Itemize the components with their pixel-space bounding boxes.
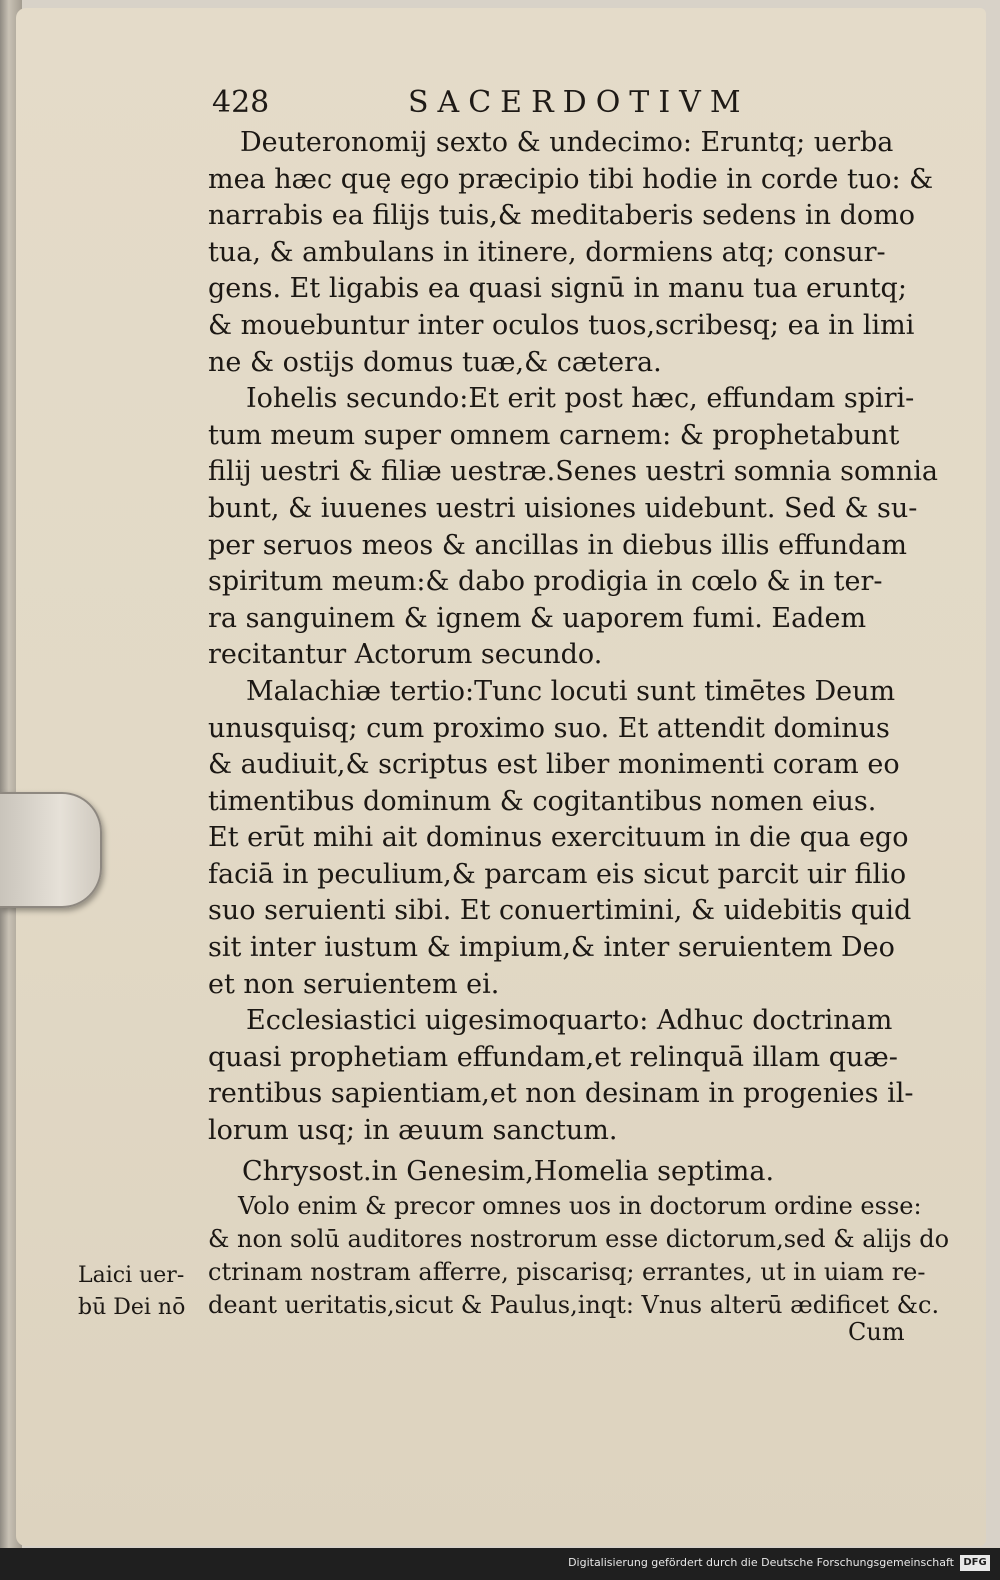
text-line: faciā in peculium,& parcam eis sicut parcit uir filio bbox=[208, 858, 907, 890]
text-line: suo seruienti sibi. Et conuertimini, & uidebitis quid bbox=[208, 895, 912, 927]
running-head: SACERDOTIVM bbox=[408, 85, 750, 120]
text-line: spiritum meum:& dabo prodigia in cœlo & in ter- bbox=[208, 566, 883, 598]
marginal-note bbox=[78, 1260, 208, 1324]
footer-credit: Digitalisierung gefördert durch die Deutsche Forschungsgemeinschaft bbox=[568, 1556, 954, 1569]
text-line: lorum usq; in æuum sanctum. bbox=[208, 1115, 618, 1147]
dfg-logo: DFG bbox=[960, 1555, 990, 1571]
text-line: Iohelis secundo:Et erit post hæc, effundam spiri- bbox=[246, 383, 915, 415]
text-line: rentibus sapientiam,et non desinam in progenies il- bbox=[208, 1078, 914, 1110]
text-line: bunt, & iuuenes uestri uisiones uidebunt. Sed & su- bbox=[208, 492, 918, 524]
text-line: Malachiæ tertio:Tunc locuti sunt timētes Deum bbox=[246, 675, 896, 707]
text-line: timentibus dominum & cogitantibus nomen eius. bbox=[208, 785, 877, 817]
quote-line: & non solū auditores nostrorum esse dictorum,sed & alijs do bbox=[208, 1225, 950, 1254]
text-line: sit inter iustum & impium,& inter seruientem Deo bbox=[208, 932, 895, 964]
text-line: mea hæc quę ego præcipio tibi hodie in corde tuo: & bbox=[208, 163, 934, 195]
quote-line: ctrinam nostram afferre, piscarisq; errantes, ut in uiam re- bbox=[208, 1258, 926, 1287]
text-line: Ecclesiastici uigesimoquarto: Adhuc doctrinam bbox=[246, 1005, 893, 1037]
page-header bbox=[208, 85, 908, 125]
text-line: ra sanguinem & ignem & uaporem fumi. Eadem bbox=[208, 602, 867, 634]
book-clasp bbox=[0, 792, 102, 908]
text-line: Et erūt mihi ait dominus exercituum in die qua ego bbox=[208, 822, 909, 854]
text-line: narrabis ea filijs tuis,& meditaberis sedens in domo bbox=[208, 200, 916, 232]
page-number: 428 bbox=[212, 85, 270, 120]
text-line: Deuteronomij sexto & undecimo: Eruntq; uerba bbox=[240, 127, 894, 158]
marginal-note-line: Laici uer- bbox=[78, 1263, 185, 1288]
text-line: unusquisq; cum proximo suo. Et attendit dominus bbox=[208, 712, 890, 744]
quote-line: deant ueritatis,sicut & Paulus,inqt: Vnus alterū ædificet &c. bbox=[208, 1291, 940, 1320]
text-line: filij uestri & filiæ uestræ.Senes uestri somnia somnia bbox=[208, 456, 938, 488]
text-line: & mouebuntur inter oculos tuos,scribesq; ea in limi bbox=[208, 309, 915, 341]
text-line: et non seruientem ei. bbox=[208, 968, 500, 1000]
text-line: & audiuit,& scriptus est liber monimenti coram eo bbox=[208, 749, 900, 781]
text-line: tua, & ambulans in itinere, dormiens atq; consur- bbox=[208, 236, 886, 268]
text-line: ne & ostijs domus tuæ,& cætera. bbox=[208, 346, 662, 378]
catchword: Cum bbox=[848, 1318, 905, 1346]
quote-line: Volo enim & precor omnes uos in doctorum ordine esse: bbox=[238, 1192, 922, 1221]
footer-bar bbox=[0, 1548, 1000, 1580]
text-line: per seruos meos & ancillas in diebus illis effundam bbox=[208, 529, 908, 561]
section-heading: Chrysost.in Genesim,Homelia septima. bbox=[242, 1155, 775, 1187]
text-line: recitantur Actorum secundo. bbox=[208, 639, 603, 671]
text-line: tum meum super omnem carnem: & prophetabunt bbox=[208, 419, 900, 451]
text-line: quasi prophetiam effundam,et relinquā illam quæ- bbox=[208, 1041, 898, 1073]
marginal-note-line: bū Dei nō bbox=[78, 1295, 186, 1320]
text-line: gens. Et ligabis ea quasi signū in manu tua eruntq; bbox=[208, 273, 907, 305]
main-text bbox=[208, 125, 950, 1322]
